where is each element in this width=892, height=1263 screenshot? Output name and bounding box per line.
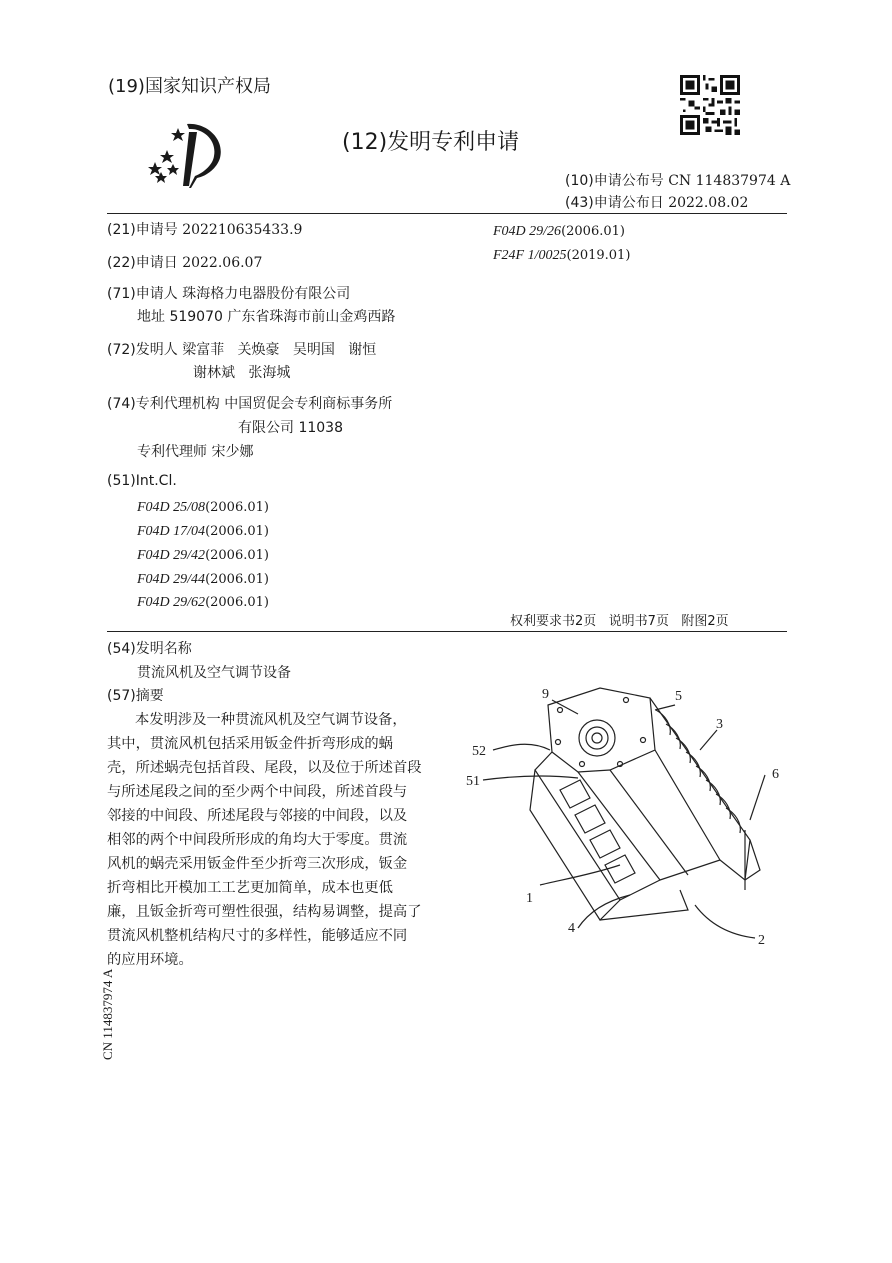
app-date-row	[107, 252, 262, 272]
app-number-label: (21)申请号	[107, 222, 178, 238]
abstract-line: 其中，贯流风机包括采用钣金件折弯形成的蜗	[107, 736, 393, 752]
right-class-entry	[493, 244, 630, 264]
address: 519070 广东省珠海市前山金鸡西路	[169, 309, 396, 325]
star-icon	[148, 162, 162, 175]
abstract-line: 的应用环境。	[107, 952, 193, 968]
class-year: (2006.01)	[205, 595, 269, 610]
figure-label: 1	[526, 891, 533, 906]
class-year: (2006.01)	[205, 548, 269, 563]
agency-label: (74)专利代理机构	[107, 396, 220, 412]
divider-mid	[107, 631, 787, 632]
app-date: 2022.06.07	[182, 255, 263, 271]
class-entry	[137, 520, 269, 540]
abstract-line: 相邻的两个中间段所形成的角均大于零度。贯流	[107, 832, 408, 848]
class-year: (2006.01)	[205, 500, 269, 515]
app-date-label: (22)申请日	[107, 255, 178, 271]
class-entry	[137, 544, 269, 564]
class-code: F04D 29/44	[137, 572, 206, 587]
agency-line1: 中国贸促会专利商标事务所	[224, 396, 393, 412]
address-label: 地址	[137, 309, 165, 325]
class-year: (2006.01)	[205, 524, 269, 539]
class-code: F04D 29/26	[493, 224, 562, 239]
agent: 宋少娜	[211, 444, 254, 460]
star-icon	[171, 128, 185, 141]
class-code: F04D 29/42	[137, 548, 206, 563]
pub-date-label: (43)申请公布日	[565, 195, 664, 211]
abstract-line: 折弯相比开模加工工艺更加简单，成本也更低	[107, 880, 393, 896]
int-cl-label: (51)Int.Cl.	[107, 473, 177, 489]
agency-line2: 有限公司 11038	[238, 420, 343, 436]
app-number-row	[107, 219, 302, 239]
patent-drawing	[460, 680, 800, 950]
inventors-line2: 谢林斌 张海城	[193, 365, 291, 381]
star-icon	[167, 164, 179, 175]
pub-date: 2022.08.02	[668, 195, 749, 211]
abstract-line: 贯流风机整机结构尺寸的多样性，能够适应不同	[107, 928, 408, 944]
applicant: 珠海格力电器股份有限公司	[182, 286, 351, 302]
figure-label: 52	[472, 744, 486, 759]
side-publication-number: CN 114837974 A	[100, 968, 115, 1060]
class-code: F24F 1/0025	[493, 248, 567, 263]
cnipa-logo	[145, 120, 235, 190]
figure-label: 4	[568, 921, 575, 936]
agency-row	[107, 393, 392, 413]
star-icon	[155, 172, 167, 183]
office-name: (19)国家知识产权局	[108, 76, 271, 97]
figure-label: 2	[758, 933, 765, 948]
figure-label: 9	[542, 687, 549, 702]
figure-label: 51	[466, 774, 480, 789]
pages-info: 权利要求书2页 说明书7页 附图2页	[510, 614, 729, 629]
class-year: (2019.01)	[566, 248, 631, 263]
agent-row	[137, 441, 253, 461]
abstract-line: 壳，所述蜗壳包括首段、尾段，以及位于所述首段	[107, 760, 422, 776]
class-year: (2006.01)	[561, 224, 625, 239]
abstract-label: (57)摘要	[107, 688, 164, 704]
class-code: F04D 25/08	[137, 500, 206, 515]
pub-number: CN 114837974 A	[668, 173, 791, 189]
doc-type-title: (12)发明专利申请	[342, 130, 520, 155]
class-entry	[137, 568, 269, 588]
abstract-line: 廉，且钣金折弯可塑性很强，结构易调整，提高了	[107, 904, 422, 920]
title-label: (54)发明名称	[107, 641, 192, 657]
qr-code	[680, 75, 740, 135]
figure-label: 5	[675, 689, 682, 704]
class-year: (2006.01)	[205, 572, 269, 587]
inventors-line1: 梁富菲 关焕豪 吴明国 谢恒	[182, 342, 377, 358]
abstract-line: 邻接的中间段、所述尾段与邻接的中间段，以及	[107, 808, 408, 824]
pub-number-row	[565, 170, 790, 190]
abstract-text	[107, 708, 437, 972]
class-code: F04D 17/04	[137, 524, 206, 539]
class-entry	[137, 591, 269, 611]
applicant-row	[107, 283, 350, 303]
address-row	[137, 306, 395, 326]
inventors-row	[107, 339, 376, 359]
divider-top	[107, 213, 787, 214]
pub-date-row	[565, 192, 748, 212]
abstract-line: 风机的蜗壳采用钣金件至少折弯三次形成，钣金	[107, 856, 408, 872]
abstract-line: 与所述尾段之间的至少两个中间段，所述首段与	[107, 784, 408, 800]
class-entry	[137, 496, 269, 516]
agent-label: 专利代理师	[137, 444, 207, 460]
pub-number-label: (10)申请公布号	[565, 173, 664, 189]
figure-label: 6	[772, 767, 779, 782]
class-code: F04D 29/62	[137, 595, 206, 610]
figure-label: 3	[716, 717, 723, 732]
applicant-label: (71)申请人	[107, 286, 178, 302]
inventors-label: (72)发明人	[107, 342, 178, 358]
app-number: 202210635433.9	[182, 222, 303, 238]
abstract-line: 本发明涉及一种贯流风机及空气调节设备，	[135, 712, 407, 728]
star-icon	[160, 150, 174, 163]
right-class-entry	[493, 220, 625, 240]
invention-title: 贯流风机及空气调节设备	[137, 665, 291, 681]
